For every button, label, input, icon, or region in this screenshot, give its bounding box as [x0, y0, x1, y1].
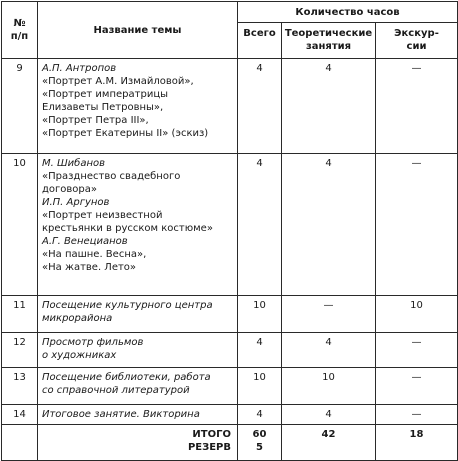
theme-line: Просмотр фильмов — [42, 337, 144, 348]
row-theory-hours: 4 — [282, 405, 376, 425]
totals-label-itogo: ИТОГО — [192, 429, 231, 440]
header-excursion — [376, 23, 458, 59]
theme-line: о художниках — [42, 350, 117, 361]
theme-line: Елизаветы Петровны», — [42, 102, 164, 113]
theme-line: М. Шибанов — [42, 158, 106, 169]
totals-label — [38, 425, 238, 461]
row-number: 13 — [2, 368, 38, 405]
theme-line: Посещение культурного центра — [42, 300, 213, 311]
theme-line: «На жатве. Лето» — [42, 262, 137, 273]
totals-total-itogo: 60 — [252, 429, 267, 440]
row-theory-hours: — — [282, 296, 376, 333]
header-hours: Количество часов — [238, 2, 458, 23]
header-excursion-line2: сии — [406, 41, 427, 52]
theme-line: «Портрет Петра III», — [42, 115, 149, 126]
table-row — [2, 405, 458, 425]
row-total-hours: 4 — [238, 405, 282, 425]
row-theme — [38, 333, 238, 368]
row-number: 11 — [2, 296, 38, 333]
table-row — [2, 296, 458, 333]
row-theory-hours: 4 — [282, 59, 376, 154]
theme-line: «Празднество свадебного — [42, 171, 181, 182]
header-num-line1: № — [13, 18, 26, 29]
row-theme — [38, 405, 238, 425]
row-total-hours: 10 — [238, 368, 282, 405]
table-row — [2, 59, 458, 154]
table-row — [2, 154, 458, 296]
row-excursion-hours: — — [376, 368, 458, 405]
theme-line: микрорайона — [42, 313, 113, 324]
row-theory-hours: 4 — [282, 154, 376, 296]
header-excursion-line1: Экскур- — [394, 28, 439, 39]
row-theme — [38, 154, 238, 296]
header-theme: Название темы — [38, 2, 238, 59]
theme-line: И.П. Аргунов — [42, 197, 110, 208]
table-row — [2, 333, 458, 368]
theme-line: «Портрет Екатерины II» (эскиз) — [42, 128, 209, 139]
row-total-hours: 10 — [238, 296, 282, 333]
theme-line: «На пашне. Весна», — [42, 249, 147, 260]
header-theory — [282, 23, 376, 59]
theme-line: со справочной литературой — [42, 385, 190, 396]
theme-line: А.Г. Венецианов — [42, 236, 128, 247]
header-theory-line1: Теоретические — [284, 28, 373, 39]
hours-table — [1, 1, 458, 461]
row-number: 10 — [2, 154, 38, 296]
row-excursion-hours: 10 — [376, 296, 458, 333]
row-theme — [38, 59, 238, 154]
theme-line: крестьянки в русском костюме» — [42, 223, 213, 234]
row-number: 14 — [2, 405, 38, 425]
totals-total — [238, 425, 282, 461]
theme-line: «Портрет А.М. Измайловой», — [42, 76, 194, 87]
header-num — [2, 2, 38, 59]
row-number: 9 — [2, 59, 38, 154]
row-theory-hours: 10 — [282, 368, 376, 405]
header-total: Всего — [238, 23, 282, 59]
row-excursion-hours: — — [376, 154, 458, 296]
theme-line: Посещение библиотеки, работа — [42, 372, 211, 383]
header-num-line2: п/п — [10, 31, 29, 42]
row-theme — [38, 368, 238, 405]
theme-line: «Портрет неизвестной — [42, 210, 163, 221]
row-theory-hours: 4 — [282, 333, 376, 368]
row-excursion-hours: — — [376, 333, 458, 368]
row-theme — [38, 296, 238, 333]
totals-row — [2, 425, 458, 461]
table-body — [2, 59, 458, 425]
theme-line: Итоговое занятие. Викторина — [42, 409, 200, 420]
row-excursion-hours: — — [376, 59, 458, 154]
theme-line: «Портрет императрицы — [42, 89, 169, 100]
table-row — [2, 368, 458, 405]
header-row-top — [2, 2, 458, 23]
theme-line: А.П. Антропов — [42, 63, 117, 74]
row-total-hours: 4 — [238, 154, 282, 296]
row-total-hours: 4 — [238, 333, 282, 368]
totals-theory: 42 — [282, 425, 376, 461]
theme-line: договора» — [42, 184, 98, 195]
row-number: 12 — [2, 333, 38, 368]
totals-label-reserve: РЕЗЕРВ — [187, 442, 231, 453]
row-excursion-hours: — — [376, 405, 458, 425]
totals-total-reserve: 5 — [256, 442, 263, 453]
totals-excursion: 18 — [376, 425, 458, 461]
row-total-hours: 4 — [238, 59, 282, 154]
header-theory-line2: занятия — [305, 41, 352, 52]
totals-num-cell — [2, 425, 38, 461]
